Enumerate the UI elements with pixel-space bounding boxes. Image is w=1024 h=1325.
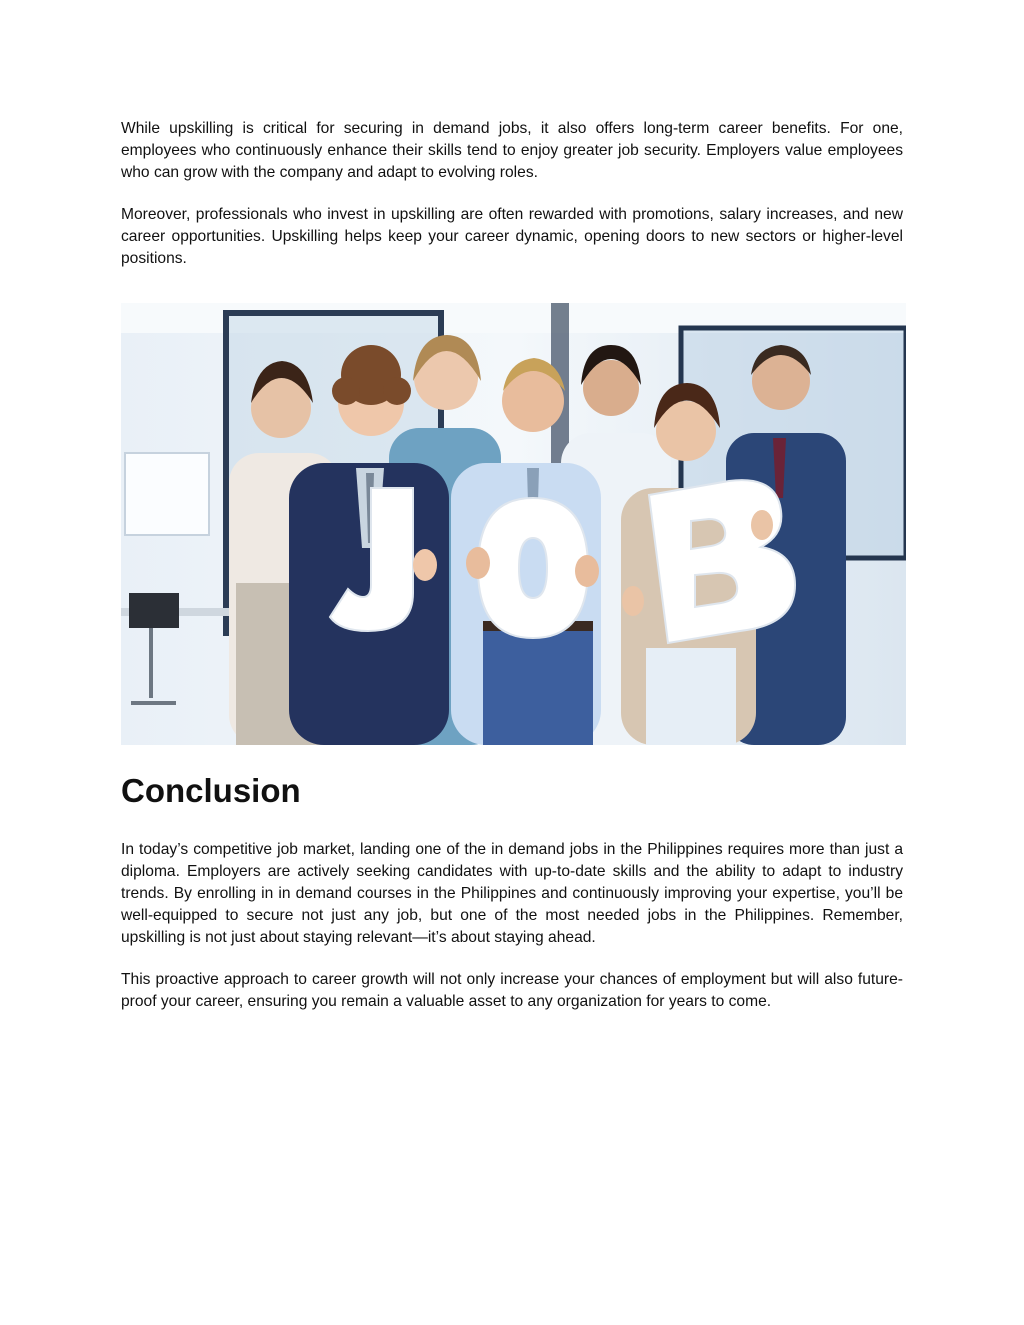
section-heading-conclusion: Conclusion	[121, 772, 301, 809]
paragraph-conclusion-closing: This proactive approach to career growth will not only increase your chances of employment but will also future-proof your career, ensuring you remain a valuable asset to any organization for years to come.	[121, 971, 903, 1010]
team-job-photo	[121, 303, 906, 745]
paragraph-promotions: Moreover, professionals who invest in upskilling are often rewarded with promotions, salary increases, and new career opportunities. Upskilling helps keep your career dynamic, opening doors to new sectors or higher-level positions.	[121, 206, 903, 267]
paragraph-job-security: While upskilling is critical for securing in demand jobs, it also offers long-term career benefits. For one, employees who continuously enhance their skills tend to enjoy greater job security. Employers value employees who can grow with the company and adapt to evolving roles.	[121, 120, 903, 181]
paragraph-conclusion-summary: In today’s competitive job market, landing one of the in demand jobs in the Philippines requires more than just a diploma. Employers are actively seeking candidates with up-to-date skills and the ability to adapt to industry trends. By enrolling in in demand courses in the Philippines and continuously improving your expertise, you’ll be well-equipped to secure not just any job, but one of the most needed jobs in the Philippines. Remember, upskilling is not just about staying relevant—it’s about staying ahead.	[121, 841, 903, 946]
document-content	[121, 118, 903, 1033]
